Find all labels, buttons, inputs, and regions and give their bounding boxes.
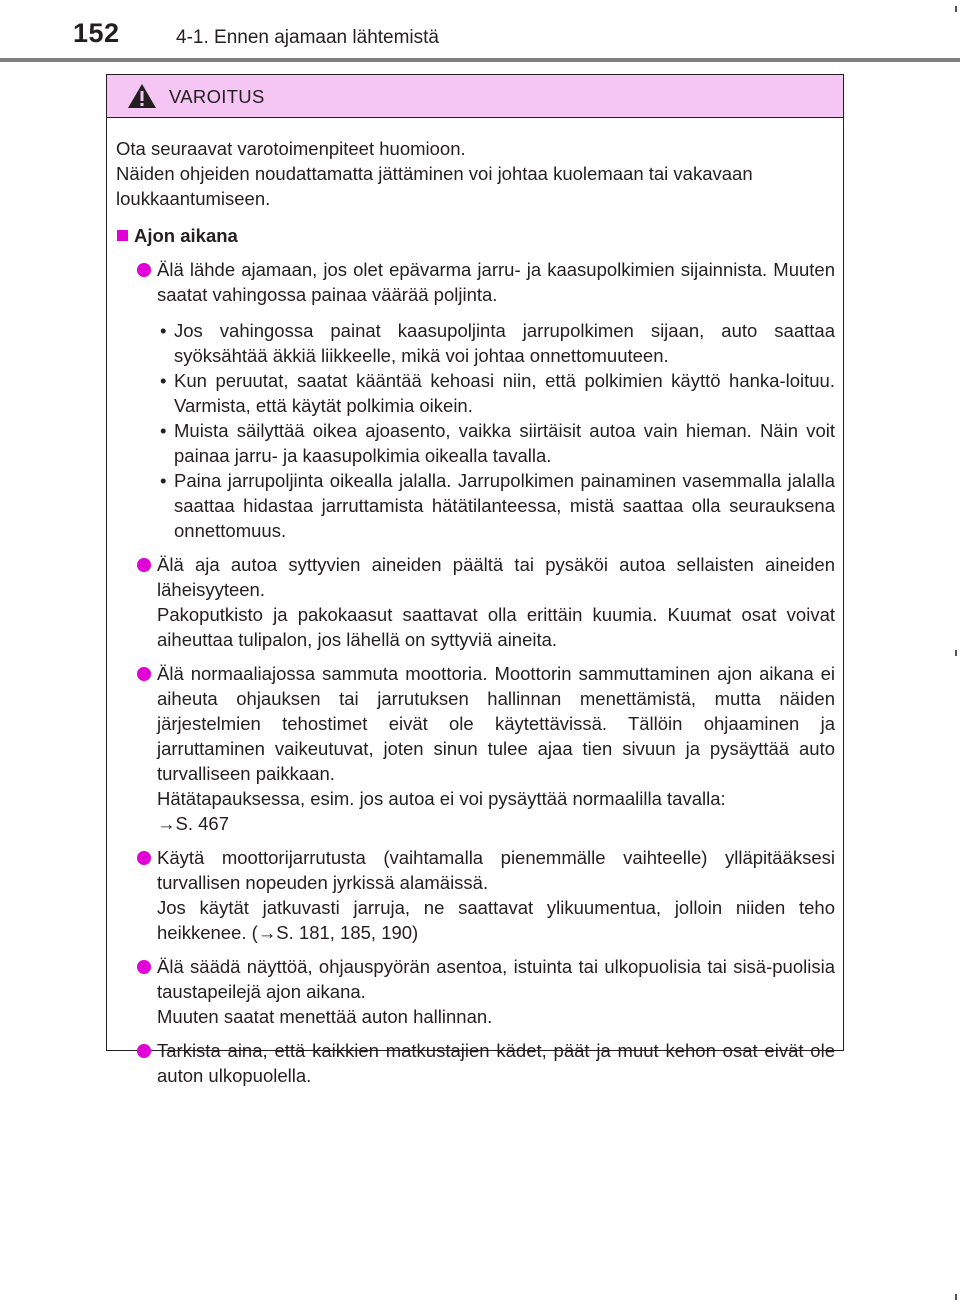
- sub-bullet-text: Kun peruutat, saatat kääntää kehoasi niin, että polkimien käyttö hanka-loituu. Varmista, että käytät polkimia oikein.: [174, 370, 835, 416]
- item-text: Tarkista aina, että kaikkien matkustajien kädet, päät ja muut kehon osat eivät ole auton ulkopuolella.: [157, 1040, 835, 1086]
- dot-bullet-icon: •: [160, 320, 167, 341]
- round-bullet-icon: [137, 667, 151, 681]
- item-text: Käytä moottorijarrutusta (vaihtamalla pienemmälle vaihteelle) ylläpitääksesi turvallisen nopeuden jyrkissä alamäissä.: [157, 847, 835, 893]
- warning-triangle-icon: [127, 83, 157, 109]
- crop-mark: [955, 650, 957, 656]
- intro-line: Ota seuraavat varotoimenpiteet huomioon.: [116, 138, 466, 159]
- section-title: Ajon aikana: [134, 225, 238, 246]
- page-reference: →S. 467: [157, 813, 229, 834]
- round-bullet-icon: [137, 960, 151, 974]
- section-heading: [116, 223, 835, 248]
- warning-item: [116, 661, 835, 836]
- item-text: Älä aja autoa syttyvien aineiden päältä tai pysäköi autoa sellaisten aineiden läheisyyteen.: [157, 554, 835, 600]
- warning-intro: [116, 136, 835, 211]
- crop-mark: [955, 1294, 957, 1300]
- sub-bullet-item: [160, 418, 835, 468]
- header-rule: [0, 58, 960, 62]
- item-text: Älä lähde ajamaan, jos olet epävarma jarru- ja kaasupolkimien sijainnista. Muuten saatat vahingossa painaa väärää poljinta.: [157, 259, 835, 305]
- page-header: [0, 0, 960, 62]
- sub-bullet-item: [160, 318, 835, 368]
- round-bullet-icon: [137, 1044, 151, 1058]
- square-bullet-icon: [117, 230, 128, 241]
- warning-item: [116, 1038, 835, 1088]
- item-text: Hätätapauksessa, esim. jos autoa ei voi pysäyttää normaalilla tavalla:: [157, 788, 726, 809]
- crop-mark: [955, 6, 957, 12]
- intro-line: Näiden ohjeiden noudattamatta jättäminen voi johtaa kuolemaan tai vakavaan loukkaantumiseen.: [116, 163, 753, 209]
- warning-box: [106, 74, 844, 1086]
- warning-item: [116, 845, 835, 945]
- item-text: Älä säädä näyttöä, ohjauspyörän asentoa, istuinta tai ulkopuolisia tai sisä-puolisia taustapeilejä ajon aikana.: [157, 956, 835, 1002]
- warning-label: VAROITUS: [169, 86, 265, 107]
- dot-bullet-icon: •: [160, 370, 167, 391]
- sub-bullet-item: [160, 468, 835, 543]
- warning-header: [107, 75, 843, 118]
- item-text: Älä normaaliajossa sammuta moottoria. Moottorin sammuttaminen ajon aikana ei aiheuta ohjauksen tai jarrutuksen hallinnan menettämistä, mutta näiden järjestelmien tehostimet eivät ole käytettävissä. Tällöin ohjaaminen ja jarruttaminen vaikeutuvat, joten sinun tulee ajaa tien sivuun ja pysäyttää auto turvalliseen paikkaan.: [157, 663, 835, 784]
- sub-bullet-text: Jos vahingossa painat kaasupoljinta jarrupolkimen sijaan, auto saattaa syöksähtää äkkiä liikkeelle, mikä voi johtaa onnettomuuteen.: [174, 320, 835, 366]
- warning-item: [116, 257, 835, 543]
- sub-bullet-list: [157, 318, 835, 543]
- chapter-title: 4-1. Ennen ajamaan lähtemistä: [176, 27, 439, 48]
- round-bullet-icon: [137, 263, 151, 277]
- item-text: Muuten saatat menettää auton hallinnan.: [157, 1006, 493, 1027]
- sub-bullet-text: Paina jarrupoljinta oikealla jalalla. Jarrupolkimen painaminen vasemmalla jalalla saattaa hidastaa jarruttamista hätätilanteessa, mistä saattaa olla seurauksena onnettomuus.: [174, 470, 835, 541]
- sub-bullet-text: Muista säilyttää oikea ajoasento, vaikka siirtäisit autoa vain hieman. Näin voit painaa jarru- ja kaasupolkimia oikealla tavalla.: [174, 420, 835, 466]
- item-text: Pakoputkisto ja pakokaasut saattavat olla erittäin kuumia. Kuumat osat voivat aiheuttaa tulipalon, jos lähellä on syttyviä aineita.: [157, 604, 835, 650]
- item-text: Jos käytät jatkuvasti jarruja, ne saattavat ylikuumentua, jolloin niiden teho heikkenee. (→S. 181, 185, 190): [157, 897, 835, 943]
- warning-body: [107, 118, 843, 1088]
- sub-bullet-item: [160, 368, 835, 418]
- warning-item: [116, 552, 835, 652]
- dot-bullet-icon: •: [160, 470, 167, 491]
- dot-bullet-icon: •: [160, 420, 167, 441]
- warning-item: [116, 954, 835, 1029]
- round-bullet-icon: [137, 851, 151, 865]
- page-number: 152: [73, 18, 120, 48]
- round-bullet-icon: [137, 558, 151, 572]
